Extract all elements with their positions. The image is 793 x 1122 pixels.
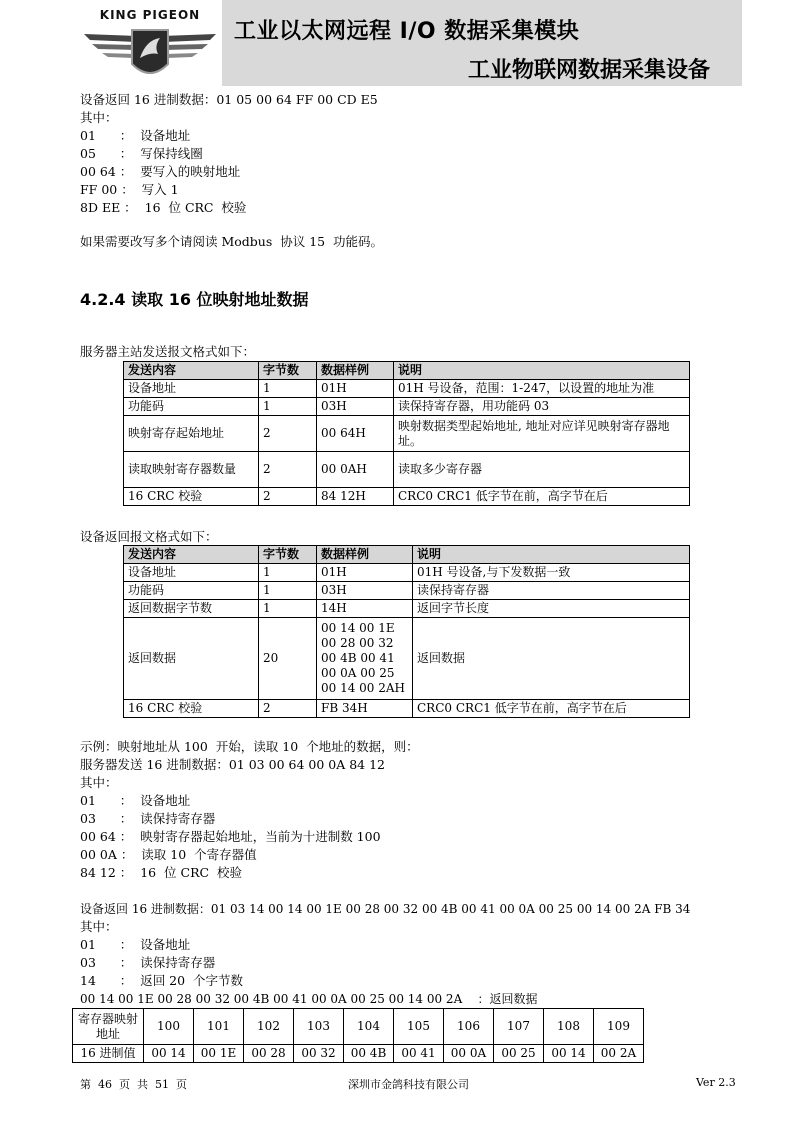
- table-cell: 功能码: [124, 582, 259, 600]
- return-line-2: 01 ： 设备地址: [80, 937, 191, 952]
- value-cell: 00 28: [244, 1045, 294, 1063]
- table-cell: 00 0AH: [317, 452, 394, 488]
- table-cell: 14H: [317, 600, 413, 618]
- table-cell: 16 CRC 校验: [124, 488, 259, 506]
- section-title: 4.2.4 读取 16 位映射地址数据: [80, 290, 309, 309]
- table-cell: 01H: [317, 564, 413, 582]
- table-cell: 03H: [317, 398, 394, 416]
- table-cell: 16 CRC 校验: [124, 700, 259, 718]
- table-cell: 01H 号设备,与下发数据一致: [413, 564, 690, 582]
- address-cell: 108: [544, 1009, 594, 1045]
- table-row: [124, 700, 690, 718]
- top-line-5: FF 00 ： 写入 1: [80, 182, 179, 197]
- address-cell: 105: [394, 1009, 444, 1045]
- value-cell: 00 0A: [444, 1045, 494, 1063]
- table-cell: 00 14 00 1E 00 28 00 32 00 4B 00 41 00 0A 00 25 00 14 00 2AH: [317, 618, 413, 700]
- table-cell: 设备地址: [124, 564, 259, 582]
- header-title-main: 工业以太网远程 I/O 数据采集模块: [234, 19, 580, 44]
- table-cell: 84 12H: [317, 488, 394, 506]
- table-cell: 映射寄存起始地址: [124, 416, 259, 452]
- table-cell: 01H 号设备，范围：1-247，以设置的地址为准: [394, 380, 690, 398]
- table-row: [73, 1045, 644, 1063]
- pigeon-emblem-icon: [80, 8, 220, 86]
- footer-page-number: 第 46 页 共 51 页: [80, 1078, 187, 1091]
- header-title-sub: 工业物联网数据采集设备: [468, 58, 711, 83]
- example-line-6: 00 0A ： 读取 10 个寄存器值: [80, 847, 257, 862]
- table-header-row: [124, 546, 690, 564]
- table-cell: 1: [259, 564, 317, 582]
- value-cell: 00 14: [544, 1045, 594, 1063]
- table-cell: CRC0 CRC1 低字节在前，高字节在后: [394, 488, 690, 506]
- table-cell: 1: [259, 380, 317, 398]
- address-cell: 104: [344, 1009, 394, 1045]
- response-table: [123, 545, 690, 718]
- address-cell: 103: [294, 1009, 344, 1045]
- request-table: [123, 361, 690, 506]
- table-cell: 读取映射寄存器数量: [124, 452, 259, 488]
- return-line-3: 03 ： 读保持寄存器: [80, 955, 216, 970]
- value-cell: 00 4B: [344, 1045, 394, 1063]
- address-cell: 102: [244, 1009, 294, 1045]
- table-cell: FB 34H: [317, 700, 413, 718]
- table-cell: 设备地址: [124, 380, 259, 398]
- table-row: [124, 600, 690, 618]
- header-cell: 说明: [413, 546, 690, 564]
- example-line-0: 示例：映射地址从 100 开始，读取 10 个地址的数据，则：: [80, 739, 419, 754]
- table-cell: 返回数据字节数: [124, 600, 259, 618]
- response-intro: 设备返回报文格式如下：: [80, 529, 218, 544]
- header-cell: 字节数: [259, 546, 317, 564]
- table-cell: 返回数据: [124, 618, 259, 700]
- table-cell: 2: [259, 452, 317, 488]
- value-cell: 00 25: [494, 1045, 544, 1063]
- return-line-1: 其中：: [80, 919, 118, 934]
- address-cell: 101: [194, 1009, 244, 1045]
- top-line-4: 00 64 ： 要写入的映射地址: [80, 164, 241, 179]
- example-line-5: 00 64 ： 映射寄存器起始地址，当前为十进制数 100: [80, 829, 381, 844]
- example-line-3: 01 ： 设备地址: [80, 793, 191, 808]
- footer-company: 深圳市金鸽科技有限公司: [348, 1078, 469, 1091]
- table-cell: 20: [259, 618, 317, 700]
- header-cell: 发送内容: [124, 362, 259, 380]
- table-cell: 读取多少寄存器: [394, 452, 690, 488]
- footer-version: Ver 2.3: [696, 1076, 736, 1089]
- table-cell: 1: [259, 398, 317, 416]
- header-cell: 说明: [394, 362, 690, 380]
- logo-text: KING PIGEON: [99, 8, 201, 22]
- example-line-4: 03 ： 读保持寄存器: [80, 811, 216, 826]
- header-cell: 字节数: [259, 362, 317, 380]
- mapping-row-label: 16 进制值: [73, 1045, 144, 1063]
- table-cell: CRC0 CRC1 低字节在前，高字节在后: [413, 700, 690, 718]
- table-row: [73, 1009, 644, 1045]
- table-cell: 2: [259, 416, 317, 452]
- table-cell: 00 64H: [317, 416, 394, 452]
- table-row: [124, 398, 690, 416]
- value-cell: 00 2A: [594, 1045, 644, 1063]
- return-line-5: 00 14 00 1E 00 28 00 32 00 4B 00 41 00 0A 00 25 00 14 00 2A ：返回数据: [80, 992, 538, 1006]
- top-line-1: 其中：: [80, 110, 118, 125]
- top-line-3: 05 ： 写保持线圈: [80, 146, 203, 161]
- table-row: [124, 582, 690, 600]
- table-row: [124, 380, 690, 398]
- address-cell: 100: [144, 1009, 194, 1045]
- table-row: [124, 618, 690, 700]
- table-cell: 返回字节长度: [413, 600, 690, 618]
- table-cell: 01H: [317, 380, 394, 398]
- table-row: [124, 488, 690, 506]
- return-line-0: 设备返回 16 进制数据：01 03 14 00 14 00 1E 00 28 00 32 00 4B 00 41 00 0A 00 25 00 14 00 2A FB 34: [80, 902, 691, 916]
- value-cell: 00 41: [394, 1045, 444, 1063]
- table-header-row: [124, 362, 690, 380]
- table-row: [124, 564, 690, 582]
- table-cell: 功能码: [124, 398, 259, 416]
- table-cell: 读保持寄存器: [413, 582, 690, 600]
- header-cell: 发送内容: [124, 546, 259, 564]
- return-line-4: 14 ： 返回 20 个字节数: [80, 973, 244, 988]
- address-cell: 109: [594, 1009, 644, 1045]
- mapping-table: [72, 1008, 644, 1063]
- table-cell: 1: [259, 600, 317, 618]
- table-cell: 映射数据类型起始地址, 地址对应详见映射寄存器地址。: [394, 416, 690, 452]
- modbus-note: 如果需要改写多个请阅读 Modbus 协议 15 功能码。: [80, 234, 384, 249]
- value-cell: 00 1E: [194, 1045, 244, 1063]
- value-cell: 00 14: [144, 1045, 194, 1063]
- table-row: [124, 452, 690, 488]
- address-cell: 106: [444, 1009, 494, 1045]
- example-line-1: 服务器发送 16 进制数据：01 03 00 64 00 0A 84 12: [80, 757, 385, 772]
- table-cell: 1: [259, 582, 317, 600]
- table-cell: 03H: [317, 582, 413, 600]
- table-cell: 返回数据: [413, 618, 690, 700]
- request-intro: 服务器主站发送报文格式如下：: [80, 344, 256, 359]
- top-line-6: 8D EE ： 16 位 CRC 校验: [80, 200, 247, 215]
- mapping-row-label: 寄存器映射地址: [73, 1009, 144, 1045]
- table-cell: 2: [259, 488, 317, 506]
- table-row: [124, 416, 690, 452]
- table-cell: 2: [259, 700, 317, 718]
- address-cell: 107: [494, 1009, 544, 1045]
- top-line-2: 01 ： 设备地址: [80, 128, 191, 143]
- header-cell: 数据样例: [317, 362, 394, 380]
- example-line-2: 其中：: [80, 775, 118, 790]
- top-line-0: 设备返回 16 进制数据：01 05 00 64 FF 00 CD E5: [80, 92, 378, 107]
- example-line-7: 84 12 ： 16 位 CRC 校验: [80, 865, 243, 880]
- header-cell: 数据样例: [317, 546, 413, 564]
- value-cell: 00 32: [294, 1045, 344, 1063]
- table-cell: 读保持寄存器，用功能码 03: [394, 398, 690, 416]
- king-pigeon-logo: [80, 8, 220, 86]
